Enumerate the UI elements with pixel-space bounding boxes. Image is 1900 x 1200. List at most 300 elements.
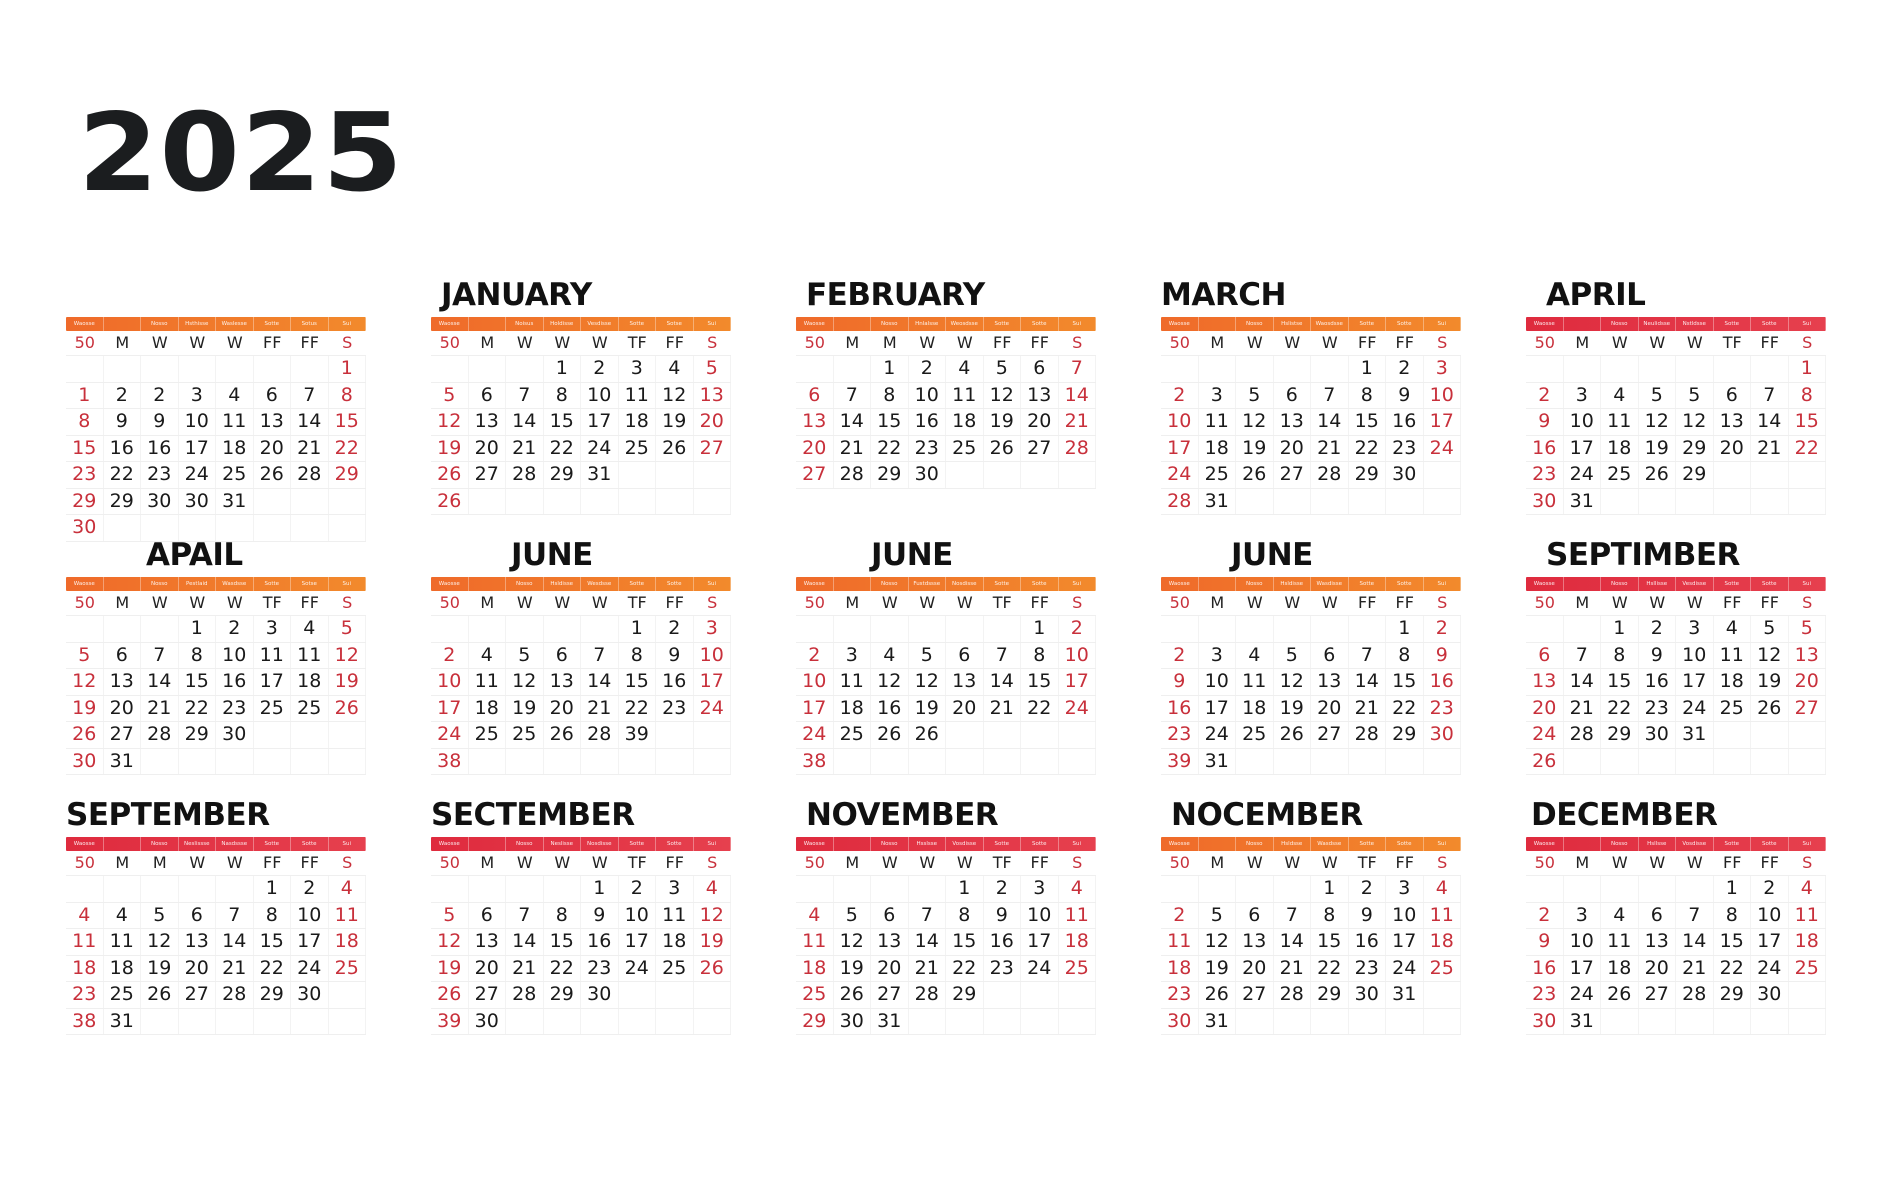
bar-label: Sotte — [1021, 577, 1059, 591]
weekday-label: TF — [627, 593, 647, 612]
bar-label: Waosse — [431, 577, 469, 591]
month-card — [66, 275, 366, 538]
day-cell: 9 — [1349, 903, 1387, 929]
week-row — [796, 696, 1096, 723]
day-cell: 28 — [1161, 489, 1199, 515]
day-cell: 9 — [581, 903, 619, 929]
day-cell: 14 — [581, 669, 619, 695]
day-cell: 11 — [291, 643, 329, 669]
weekday-label: FF — [1760, 593, 1779, 612]
day-cell — [946, 462, 984, 488]
week-row — [66, 1009, 366, 1036]
day-cell — [796, 356, 834, 382]
weekday-label: 50 — [439, 593, 460, 612]
day-cell: 9 — [1386, 383, 1424, 409]
weekday-label: W — [1649, 593, 1666, 612]
week-row — [796, 643, 1096, 670]
weekday-label: S — [1072, 333, 1083, 352]
week-row — [66, 929, 366, 956]
day-cell: 8 — [1311, 903, 1349, 929]
day-cell — [1274, 356, 1312, 382]
day-cell: 5 — [66, 643, 104, 669]
day-cell: 30 — [1526, 489, 1564, 515]
weekday-label: W — [591, 853, 608, 872]
week-row — [1526, 436, 1826, 463]
week-row — [796, 722, 1096, 749]
day-cell — [909, 876, 947, 902]
day-cell: 8 — [254, 903, 292, 929]
day-cell — [619, 1009, 657, 1035]
day-cell — [1236, 616, 1274, 642]
month-title: JUNE — [1231, 537, 1313, 573]
day-cell: 18 — [1161, 956, 1199, 982]
week-row — [66, 722, 366, 749]
day-cell: 30 — [291, 982, 329, 1008]
day-cell: 24 — [619, 956, 657, 982]
day-cell: 11 — [104, 929, 142, 955]
weekday-label: W — [516, 853, 533, 872]
day-cell: 3 — [1564, 383, 1602, 409]
week-row — [796, 982, 1096, 1009]
day-cell: 16 — [1386, 409, 1424, 435]
day-cell: 25 — [1424, 956, 1462, 982]
day-cell: 24 — [431, 722, 469, 748]
weekday-label: 50 — [1169, 593, 1190, 612]
day-cell: 2 — [1161, 643, 1199, 669]
day-cell: 22 — [104, 462, 142, 488]
day-cell: 18 — [469, 696, 507, 722]
week-row — [66, 409, 366, 436]
day-cell: 15 — [66, 436, 104, 462]
day-cell: 2 — [1349, 876, 1387, 902]
day-cell — [1601, 876, 1639, 902]
day-cell: 26 — [1639, 462, 1677, 488]
bar-label: Hsslsse — [909, 837, 947, 851]
day-cell: 29 — [1349, 462, 1387, 488]
bar-label: Sotte — [619, 577, 657, 591]
month-table — [796, 577, 1096, 775]
day-cell: 10 — [1564, 409, 1602, 435]
bar-label: Sotte — [656, 577, 694, 591]
bar-label: Hsldisse — [1274, 577, 1312, 591]
day-cell: 11 — [66, 929, 104, 955]
day-cell: 18 — [329, 929, 367, 955]
day-cell — [1161, 356, 1199, 382]
weekday-label: S — [1072, 593, 1083, 612]
weekday-label: M — [1210, 333, 1225, 352]
month-card — [431, 275, 731, 525]
day-cell: 12 — [506, 669, 544, 695]
day-cell: 16 — [909, 409, 947, 435]
bar-label: Nosso — [1601, 837, 1639, 851]
week-row — [431, 1009, 731, 1036]
day-cell: 3 — [619, 356, 657, 382]
day-cell — [179, 876, 217, 902]
day-cell — [984, 722, 1022, 748]
day-cell: 22 — [619, 696, 657, 722]
day-cell — [329, 982, 367, 1008]
day-cell: 13 — [104, 669, 142, 695]
weekday-label: S — [1802, 333, 1813, 352]
bar-label: Sotte — [254, 577, 292, 591]
bar-label: Sotte — [656, 837, 694, 851]
day-cell: 2 — [984, 876, 1022, 902]
day-cell: 18 — [66, 956, 104, 982]
day-cell: 7 — [506, 903, 544, 929]
day-cell: 1 — [329, 356, 367, 382]
day-cell: 31 — [1199, 489, 1237, 515]
day-cell — [1236, 356, 1274, 382]
day-cell: 15 — [1601, 669, 1639, 695]
day-cell: 21 — [506, 956, 544, 982]
day-cell: 8 — [1386, 643, 1424, 669]
week-row — [1526, 696, 1826, 723]
day-cell: 25 — [946, 436, 984, 462]
day-cell: 3 — [1564, 903, 1602, 929]
day-cell: 21 — [984, 696, 1022, 722]
day-cell: 15 — [1789, 409, 1827, 435]
month-card — [66, 795, 366, 1045]
header-bar — [796, 577, 1096, 591]
day-cell — [1789, 462, 1827, 488]
month-title: NOCEMBER — [1171, 797, 1363, 833]
month-card — [1161, 535, 1461, 785]
day-cell — [1639, 356, 1677, 382]
day-cell — [1311, 616, 1349, 642]
bar-label: Wasdsse — [1311, 837, 1349, 851]
month-card — [1526, 795, 1826, 1045]
day-cell: 1 — [581, 876, 619, 902]
day-cell: 17 — [581, 409, 619, 435]
month-card — [431, 535, 731, 785]
day-cell — [834, 876, 872, 902]
weekday-label: M — [1210, 593, 1225, 612]
day-cell: 15 — [544, 929, 582, 955]
day-cell: 2 — [909, 356, 947, 382]
day-cell — [469, 616, 507, 642]
bar-label: Sui — [329, 317, 367, 331]
day-cell: 19 — [694, 929, 732, 955]
day-cell — [544, 489, 582, 515]
day-cell: 26 — [1601, 982, 1639, 1008]
weekday-label: S — [1802, 853, 1813, 872]
bar-label: Sotte — [984, 577, 1022, 591]
bar-label: Hsllisse — [1639, 577, 1677, 591]
day-cell: 24 — [1424, 436, 1462, 462]
day-cell — [544, 876, 582, 902]
bar-label: Sui — [1059, 317, 1097, 331]
day-cell — [179, 1009, 217, 1035]
day-cell: 1 — [1021, 616, 1059, 642]
day-cell: 30 — [66, 515, 104, 541]
weekday-header — [1161, 591, 1461, 616]
day-cell: 13 — [469, 929, 507, 955]
week-row — [1526, 956, 1826, 983]
bar-label: Nosso — [1236, 577, 1274, 591]
weekday-label: W — [1686, 853, 1703, 872]
day-cell: 7 — [1059, 356, 1097, 382]
day-cell: 24 — [1059, 696, 1097, 722]
day-cell: 13 — [694, 383, 732, 409]
day-cell: 4 — [104, 903, 142, 929]
day-cell: 3 — [179, 383, 217, 409]
day-cell: 19 — [431, 436, 469, 462]
day-cell — [1059, 462, 1097, 488]
week-row — [796, 462, 1096, 489]
day-cell: 20 — [694, 409, 732, 435]
day-cell: 16 — [1424, 669, 1462, 695]
day-cell: 28 — [216, 982, 254, 1008]
day-cell — [656, 462, 694, 488]
day-cell — [1424, 462, 1462, 488]
weekday-header — [66, 331, 366, 356]
weekday-label: W — [956, 333, 973, 352]
bar-label: Waosse — [66, 577, 104, 591]
day-cell: 26 — [656, 436, 694, 462]
header-bar — [1161, 837, 1461, 851]
day-cell: 17 — [1751, 929, 1789, 955]
month-title: APAIL — [146, 537, 243, 573]
day-cell — [581, 749, 619, 775]
week-row — [1526, 903, 1826, 930]
day-cell: 16 — [1161, 696, 1199, 722]
weekday-label: FF — [1030, 333, 1049, 352]
weekday-label: W — [1686, 593, 1703, 612]
day-cell: 2 — [656, 616, 694, 642]
week-row — [1526, 489, 1826, 516]
day-cell — [656, 722, 694, 748]
day-cell: 12 — [66, 669, 104, 695]
day-cell: 29 — [104, 489, 142, 515]
bar-label: Weosdsse — [946, 317, 984, 331]
day-cell: 10 — [796, 669, 834, 695]
day-cell: 10 — [291, 903, 329, 929]
week-row — [66, 749, 366, 776]
day-cell: 20 — [544, 696, 582, 722]
day-cell: 11 — [329, 903, 367, 929]
day-cell: 19 — [329, 669, 367, 695]
day-cell: 27 — [469, 462, 507, 488]
weekday-label: W — [1246, 853, 1263, 872]
day-cell — [796, 616, 834, 642]
day-cell: 28 — [909, 982, 947, 1008]
weekday-label: FF — [300, 333, 319, 352]
day-cell: 29 — [1601, 722, 1639, 748]
day-cell — [66, 876, 104, 902]
weekday-label: W — [956, 853, 973, 872]
day-cell: 12 — [1751, 643, 1789, 669]
day-cell: 13 — [1714, 409, 1752, 435]
day-cell: 30 — [179, 489, 217, 515]
weekday-label: W — [1649, 333, 1666, 352]
day-cell: 7 — [581, 643, 619, 669]
day-cell — [1059, 722, 1097, 748]
day-cell: 14 — [834, 409, 872, 435]
bar-label: Sui — [1789, 577, 1827, 591]
day-cell: 39 — [431, 1009, 469, 1035]
day-cell: 11 — [254, 643, 292, 669]
week-row — [1161, 1009, 1461, 1036]
week-row — [1161, 436, 1461, 463]
day-cell — [694, 462, 732, 488]
day-cell — [1236, 876, 1274, 902]
day-cell: 30 — [1161, 1009, 1199, 1035]
bar-label: Vosdisse — [946, 837, 984, 851]
weekday-label: 50 — [439, 333, 460, 352]
day-cell: 25 — [254, 696, 292, 722]
bar-label — [469, 837, 507, 851]
weekday-label: TF — [1357, 853, 1377, 872]
weekday-label: M — [1575, 593, 1590, 612]
day-cell: 7 — [909, 903, 947, 929]
week-row — [431, 436, 731, 463]
day-cell: 26 — [329, 696, 367, 722]
day-cell — [1199, 876, 1237, 902]
day-cell: 8 — [1349, 383, 1387, 409]
day-cell — [1424, 982, 1462, 1008]
day-cell: 26 — [431, 982, 469, 1008]
day-cell — [1386, 749, 1424, 775]
day-cell: 8 — [619, 643, 657, 669]
day-cell: 21 — [909, 956, 947, 982]
day-cell: 7 — [834, 383, 872, 409]
day-cell — [834, 356, 872, 382]
day-cell: 27 — [871, 982, 909, 1008]
weekday-label: FF — [1723, 853, 1742, 872]
day-cell: 16 — [104, 436, 142, 462]
day-cell: 22 — [1386, 696, 1424, 722]
day-cell: 11 — [1789, 903, 1827, 929]
day-cell: 17 — [1161, 436, 1199, 462]
weekday-label: TF — [627, 853, 647, 872]
day-cell: 17 — [796, 696, 834, 722]
day-cell: 4 — [216, 383, 254, 409]
month-card — [431, 795, 731, 1045]
day-cell: 13 — [946, 669, 984, 695]
day-cell: 5 — [431, 903, 469, 929]
weekday-label: 50 — [1534, 333, 1555, 352]
day-cell: 25 — [216, 462, 254, 488]
day-cell: 24 — [1564, 462, 1602, 488]
weekday-label: 50 — [1534, 593, 1555, 612]
day-cell: 26 — [431, 489, 469, 515]
day-cell: 27 — [694, 436, 732, 462]
day-cell — [1751, 1009, 1789, 1035]
day-cell: 8 — [329, 383, 367, 409]
day-cell — [619, 982, 657, 1008]
month-card — [796, 275, 1096, 525]
bar-label: Sotte — [1714, 577, 1752, 591]
day-cell: 25 — [1199, 462, 1237, 488]
day-cell: 15 — [1349, 409, 1387, 435]
day-cell: 25 — [1236, 722, 1274, 748]
day-cell — [1424, 489, 1462, 515]
header-bar — [66, 577, 366, 591]
day-cell: 28 — [1059, 436, 1097, 462]
day-cell: 12 — [329, 643, 367, 669]
day-cell: 22 — [1714, 956, 1752, 982]
day-cell — [544, 616, 582, 642]
week-row — [796, 356, 1096, 383]
day-cell — [104, 356, 142, 382]
day-cell: 23 — [1349, 956, 1387, 982]
day-cell: 13 — [469, 409, 507, 435]
bar-label: Hsldsse — [1274, 837, 1312, 851]
day-cell — [946, 749, 984, 775]
day-cell — [1751, 722, 1789, 748]
day-cell: 17 — [619, 929, 657, 955]
day-cell: 19 — [431, 956, 469, 982]
weekday-label: S — [1437, 853, 1448, 872]
day-cell: 38 — [66, 1009, 104, 1035]
bar-label: Sotte — [1386, 577, 1424, 591]
weekday-label: W — [1284, 333, 1301, 352]
day-cell — [254, 749, 292, 775]
bar-label: Waosse — [1161, 577, 1199, 591]
day-cell: 20 — [1526, 696, 1564, 722]
weekday-label: FF — [1395, 333, 1414, 352]
day-cell: 22 — [946, 956, 984, 982]
day-cell: 12 — [1199, 929, 1237, 955]
day-cell: 18 — [1236, 696, 1274, 722]
day-cell: 27 — [179, 982, 217, 1008]
month-card — [1526, 535, 1826, 785]
day-cell: 17 — [1564, 956, 1602, 982]
day-cell: 14 — [141, 669, 179, 695]
weekday-label: FF — [665, 853, 684, 872]
day-cell: 2 — [619, 876, 657, 902]
day-cell: 10 — [909, 383, 947, 409]
day-cell: 19 — [1639, 436, 1677, 462]
day-cell: 24 — [1199, 722, 1237, 748]
day-cell: 14 — [216, 929, 254, 955]
month-table — [431, 317, 731, 515]
day-cell: 26 — [1751, 696, 1789, 722]
day-cell: 25 — [834, 722, 872, 748]
day-cell: 5 — [1751, 616, 1789, 642]
day-cell: 15 — [1386, 669, 1424, 695]
bar-label: Nosso — [1236, 837, 1274, 851]
day-cell: 1 — [1311, 876, 1349, 902]
week-row — [66, 696, 366, 723]
weekday-label: 50 — [804, 853, 825, 872]
weekday-label: W — [554, 333, 571, 352]
day-cell: 18 — [1424, 929, 1462, 955]
day-cell: 17 — [1424, 409, 1462, 435]
day-cell: 2 — [1526, 903, 1564, 929]
bar-label: Sotte — [254, 837, 292, 851]
day-cell: 23 — [1526, 982, 1564, 1008]
weekday-header — [1526, 851, 1826, 876]
day-cell: 1 — [1601, 616, 1639, 642]
weekday-label: FF — [1395, 593, 1414, 612]
day-cell: 29 — [544, 462, 582, 488]
week-row — [431, 383, 731, 410]
day-cell: 4 — [1601, 903, 1639, 929]
day-cell: 4 — [1714, 616, 1752, 642]
day-cell: 17 — [1059, 669, 1097, 695]
month-table — [1526, 317, 1826, 515]
day-cell — [1021, 722, 1059, 748]
day-cell: 28 — [1676, 982, 1714, 1008]
weekday-label: W — [919, 333, 936, 352]
weekday-label: W — [1246, 593, 1263, 612]
day-cell: 21 — [1751, 436, 1789, 462]
weekday-label: W — [591, 593, 608, 612]
day-cell: 19 — [1199, 956, 1237, 982]
day-cell: 19 — [909, 696, 947, 722]
day-cell: 21 — [581, 696, 619, 722]
